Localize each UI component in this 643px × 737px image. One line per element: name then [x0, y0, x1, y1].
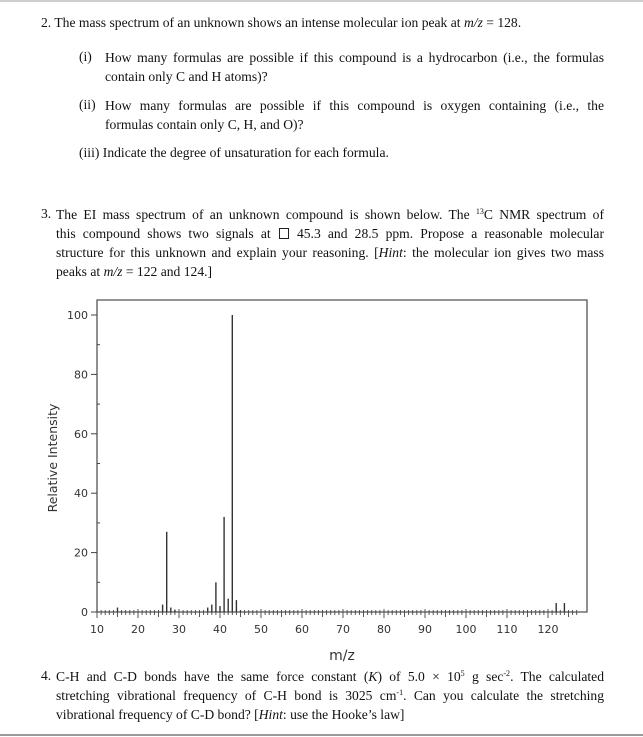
q2-part-iii-text: Indicate the degree of unsaturation for each formula.: [102, 145, 389, 160]
svg-text:30: 30: [172, 623, 186, 636]
q3-number: 3.: [41, 206, 52, 221]
svg-text:110: 110: [496, 623, 518, 636]
mass-spectrum-chart: [0, 290, 643, 670]
q2-part-ii-text: How many formulas are possible if this compound is oxygen containing (i.e., the formulas contain only C, H, and O)?: [105, 98, 604, 132]
svg-text:0: 0: [81, 606, 88, 619]
svg-text:40: 40: [74, 487, 88, 501]
svg-text:70: 70: [336, 623, 350, 636]
q2-part-ii-label: (ii): [79, 97, 96, 112]
q2-part-i-label: (i): [79, 49, 92, 64]
q2-part-i-text: How many formulas are possible if this compound is a hydrocarbon (i.e., the formulas contain only C and H atoms)?: [105, 50, 604, 84]
bottom-rule: [0, 734, 643, 736]
q3-text: The EI mass spectrum of an unknown compound is shown below. The $^{13}$C NMR spectrum of this compound shows two signals at 45.3 and 28.5 ppm. Propose a reasonable molecular structure for this unknown and explain your reasoning. [Hint: the molecular ion gives two mass peaks at m/z = 122 and 124.]: [56, 207, 604, 279]
x-axis-label: m/z: [329, 648, 355, 664]
q2-part-iii-label: (iii): [79, 145, 100, 160]
svg-text:40: 40: [213, 623, 227, 636]
svg-text:50: 50: [254, 623, 268, 636]
svg-text:80: 80: [377, 623, 391, 636]
spectrum-peaks: [118, 315, 565, 612]
top-rule: [0, 0, 643, 2]
q2-stem: 2. The mass spectrum of an unknown shows an intense molecular ion peak at m/z = 128.: [41, 15, 522, 30]
svg-text:120: 120: [537, 623, 559, 636]
svg-text:100: 100: [455, 623, 477, 636]
svg-text:60: 60: [74, 427, 88, 441]
svg-text:20: 20: [74, 546, 88, 560]
svg-text:60: 60: [295, 623, 309, 636]
svg-text:10: 10: [90, 623, 104, 636]
y-axis: [67, 309, 100, 619]
svg-text:90: 90: [418, 623, 432, 636]
svg-text:100: 100: [67, 309, 88, 322]
svg-text:20: 20: [131, 623, 145, 636]
x-axis: [90, 609, 577, 636]
plot-frame: [97, 300, 587, 612]
y-axis-label: Relative Intensity: [45, 403, 60, 513]
missing-glyph-box-icon: [279, 228, 289, 239]
q2-number: 2.: [41, 15, 52, 30]
svg-text:80: 80: [74, 368, 88, 382]
q4-text: C-H and C-D bonds have the same force constant (K) of $5.0 \times 10^5$ g $\sec^{-2}$. The calculated stretching vibrational frequency of C-H bond is 3025 $cm^{-1}$. Can you calculate the stretching vibrational frequency of C-D bond? [Hint: use the Hooke’s law]: [56, 669, 605, 722]
q4-number: 4.: [41, 668, 52, 683]
